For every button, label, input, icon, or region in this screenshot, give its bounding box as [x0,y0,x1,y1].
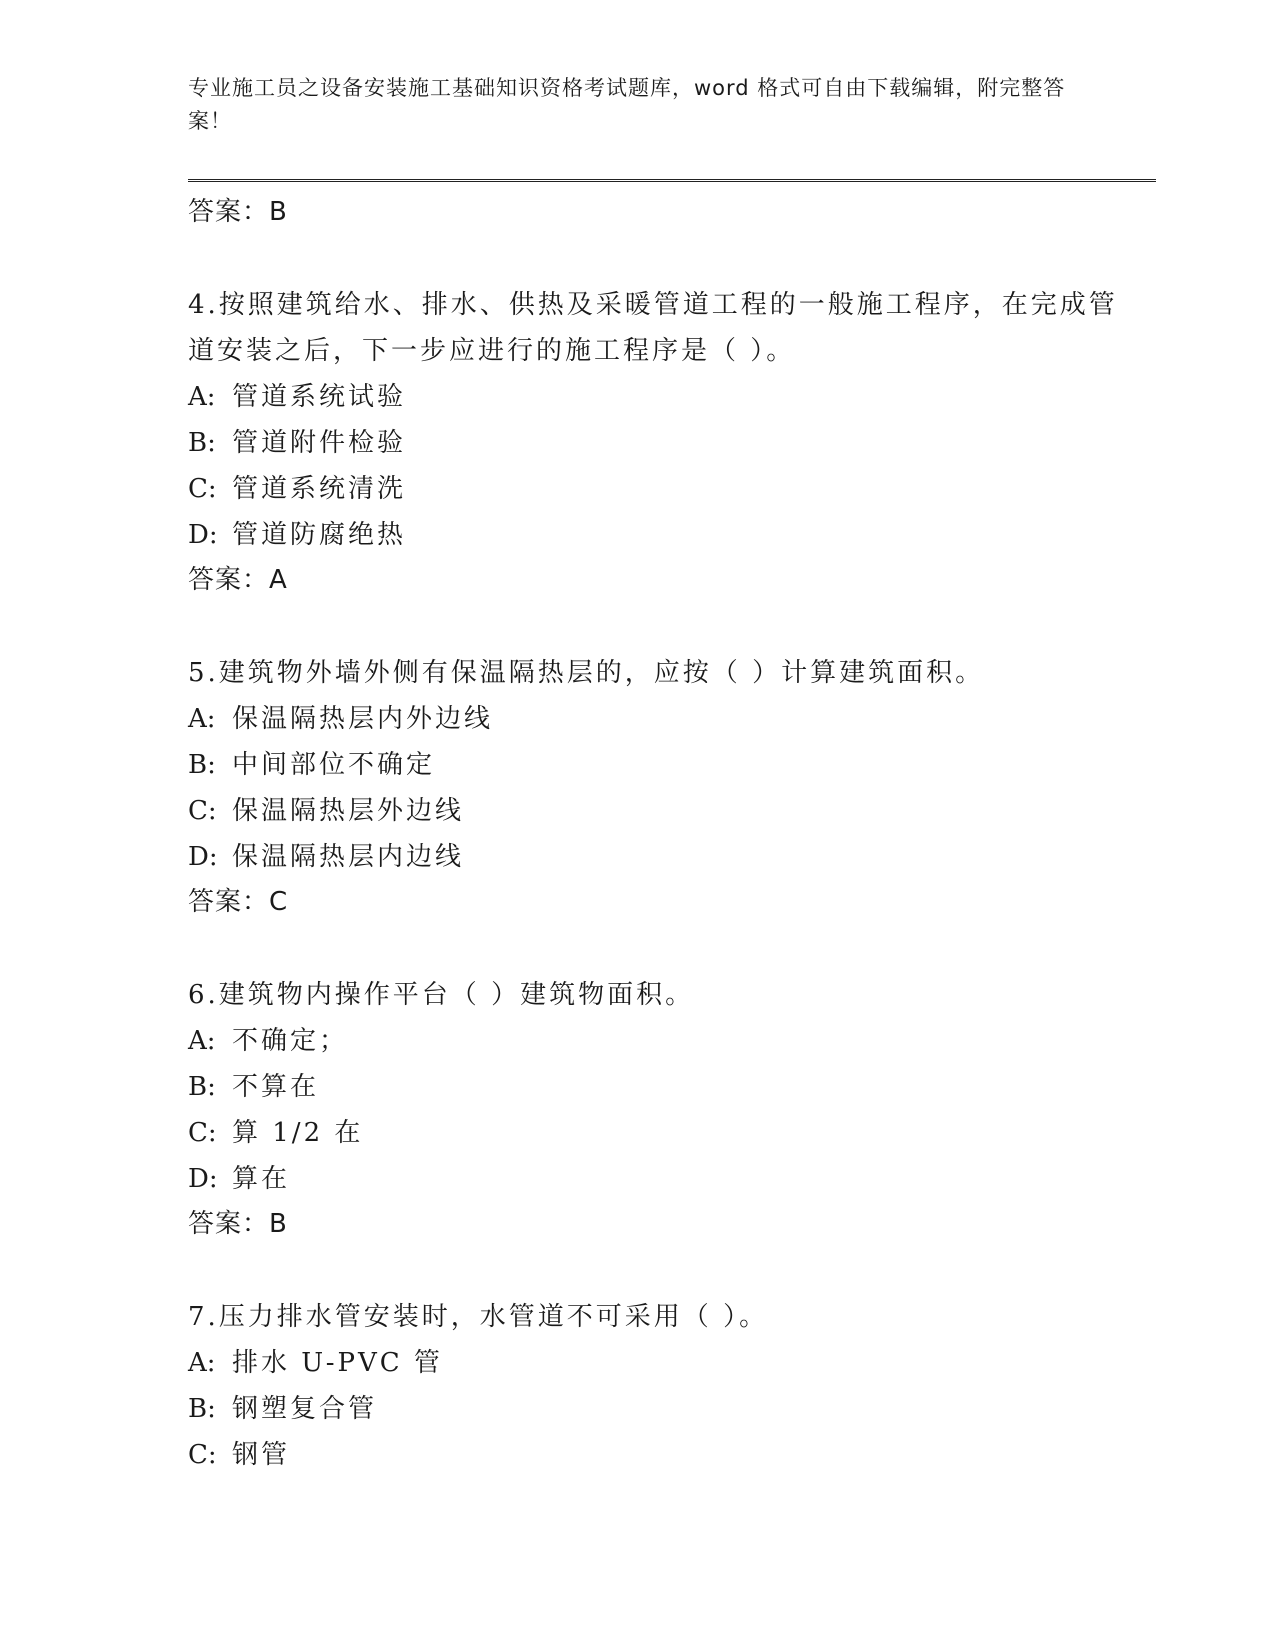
option-letter: D: [188,842,218,872]
option-letter: A: [188,382,216,412]
option-b [188,1064,1128,1110]
option-text: 算在 [232,1164,291,1194]
option-letter: B: [188,1394,216,1424]
option-text: 保温隔热层内外边线 [232,704,494,734]
question-7 [188,1294,1128,1478]
answer-line: 答案：B [188,1209,288,1239]
option-text: 不确定； [232,1026,349,1056]
option-letter: A: [188,704,216,734]
option-text: 管道附件检验 [232,428,407,458]
spacer [188,924,1128,972]
answer-line: 答案：C [188,887,289,917]
spacer [188,602,1128,650]
option-letter: C: [188,796,217,826]
previous-answer: 答案：B [188,197,288,227]
question-stem: 7.压力排水管安装时，水管道不可采用（ ）。 [188,1302,769,1332]
option-text: 保温隔热层内边线 [232,842,465,872]
option-a [188,374,1128,420]
option-letter: B: [188,428,216,458]
option-letter: D: [188,1164,218,1194]
option-letter: B: [188,1072,216,1102]
option-text: 钢管 [232,1440,291,1470]
option-text: 中间部位不确定 [232,750,436,780]
option-text: 管道防腐绝热 [232,520,407,550]
option-text: 钢塑复合管 [232,1394,378,1424]
option-letter: A: [188,1026,216,1056]
option-text: 算 1/2 在 [232,1118,364,1148]
question-stem: 5.建筑物外墙外侧有保温隔热层的，应按（ ）计算建筑面积。 [188,658,985,688]
option-letter: C: [188,1440,217,1470]
option-text: 管道系统试验 [232,382,407,412]
option-b [188,420,1128,466]
option-b [188,1386,1128,1432]
option-c [188,788,1128,834]
question-5 [188,650,1128,924]
option-c [188,466,1128,512]
option-d [188,512,1128,558]
option-text: 管道系统清洗 [232,474,407,504]
option-b [188,742,1128,788]
header-divider [188,179,1156,182]
question-stem: 6.建筑物内操作平台（ ）建筑物面积。 [188,980,695,1010]
option-a [188,1340,1128,1386]
spacer [188,1246,1128,1294]
question-stem: 4.按照建筑给水、排水、供热及采暖管道工程的一般施工程序，在完成管道安装之后，下一步应进行的施工程序是（ ）。 [188,290,1118,366]
option-c [188,1110,1128,1156]
option-text: 保温隔热层外边线 [232,796,465,826]
question-list [188,190,1128,1478]
document-header: 专业施工员之设备安装施工基础知识资格考试题库，word 格式可自由下载编辑，附完整答案！ [188,76,1066,133]
option-a [188,1018,1128,1064]
option-letter: D: [188,520,218,550]
option-c [188,1432,1128,1478]
option-text: 不算在 [232,1072,320,1102]
spacer [188,234,1128,282]
option-letter: C: [188,474,217,504]
question-6 [188,972,1128,1246]
option-text: 排水 U-PVC 管 [232,1348,443,1378]
answer-line: 答案：A [188,565,288,595]
option-d [188,834,1128,880]
option-letter: C: [188,1118,217,1148]
option-letter: A: [188,1348,216,1378]
option-d [188,1156,1128,1202]
option-letter: B: [188,750,216,780]
option-a [188,696,1128,742]
question-4 [188,282,1128,602]
